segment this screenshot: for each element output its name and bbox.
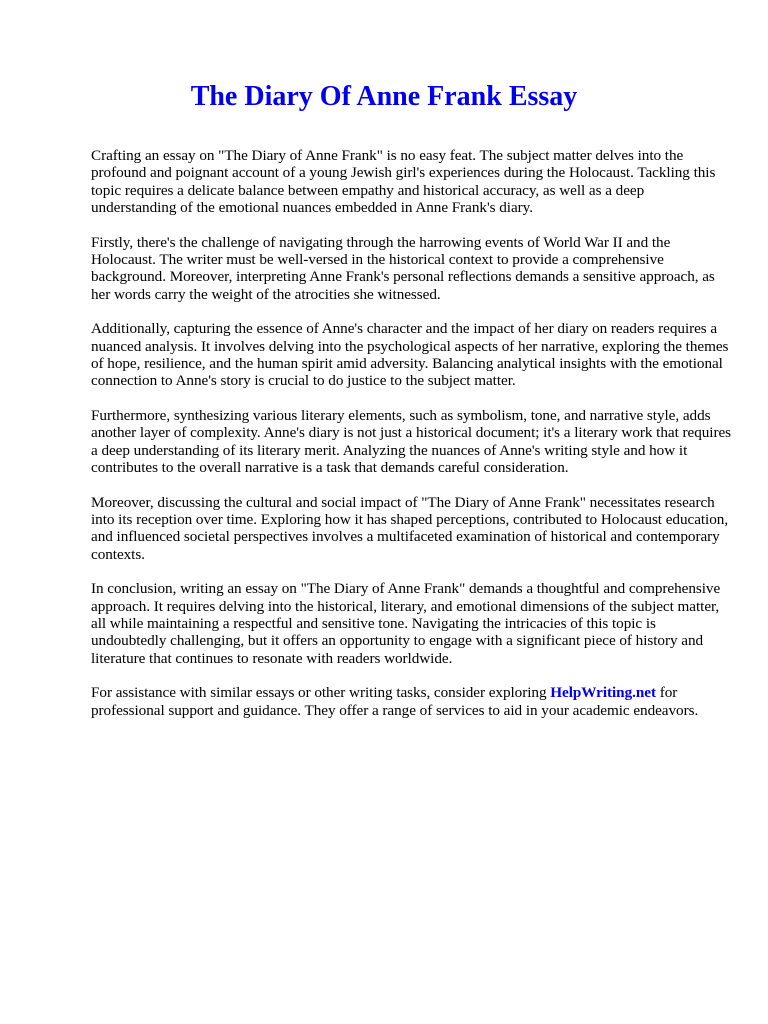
paragraph-additionally: Additionally, capturing the essence of Anne's character and the impact of her diary on readers requires a nuanced analysis. It involves delving into the psychological aspects of her narrative, exploring the themes of hope, resilience, and the human spirit amid adversity. Balancing analytical insights with the emotional connection to Anne's story is crucial to do justice to the subject matter. [91,320,729,390]
paragraph-conclusion: In conclusion, writing an essay on "The Diary of Anne Frank" demands a thoughtful and comprehensive approach. It requires delving into the historical, literary, and emotional dimensions of the subject matter, all while maintaining a respectful and sensitive tone. Navigating the intricacies of this topic is undoubtedly challenging, but it offers an opportunity to engage with a significant piece of history and literature that continues to resonate with readers worldwide. [91,580,721,667]
helpwriting-link[interactable]: HelpWriting.net [550,684,656,702]
paragraph-moreover: Moreover, discussing the cultural and social impact of "The Diary of Anne Frank" necessitates research into its reception over time. Exploring how it has shaped perceptions, contributed to Holocaust education, and influenced societal perspectives involves a multifaceted examination of historical and contemporary contexts. [91,493,729,563]
closing-text-after-link: for professional support and guidance. They offer a range of services to aid in your academic endeavors. [91,684,699,719]
paragraph-firstly: Firstly, there's the challenge of navigating through the harrowing events of World War II and the Holocaust. The writer must be well-versed in the historical context to provide a comprehensive background. Moreover, interpreting Anne Frank's personal reflections demands a sensitive approach, as her words carry the weight of the atrocities she witnessed. [91,233,715,303]
paragraph-furthermore: Furthermore, synthesizing various literary elements, such as symbolism, tone, and narrative style, adds another layer of complexity. Anne's diary is not just a historical document; it's a literary work that requires a deep understanding of its literary merit. Analyzing the nuances of Anne's writing style and how it contributes to the overall narrative is a task that demands careful consideration. [91,406,732,477]
page-title: The Diary Of Anne Frank Essay [190,81,578,112]
essay-body [91,147,731,736]
paragraph-closing [91,684,731,719]
closing-text-before-link: For assistance with similar essays or other writing tasks, consider exploring [91,684,547,702]
paragraph-intro: Crafting an essay on "The Diary of Anne Frank" is no easy feat. The subject matter delves into the profound and poignant account of a young Jewish girl's experiences during the Holocaust. Tackling this topic requires a delicate balance between empathy and historical accuracy, as well as a deep understanding of the emotional nuances embedded in Anne Frank's diary. [91,147,716,217]
